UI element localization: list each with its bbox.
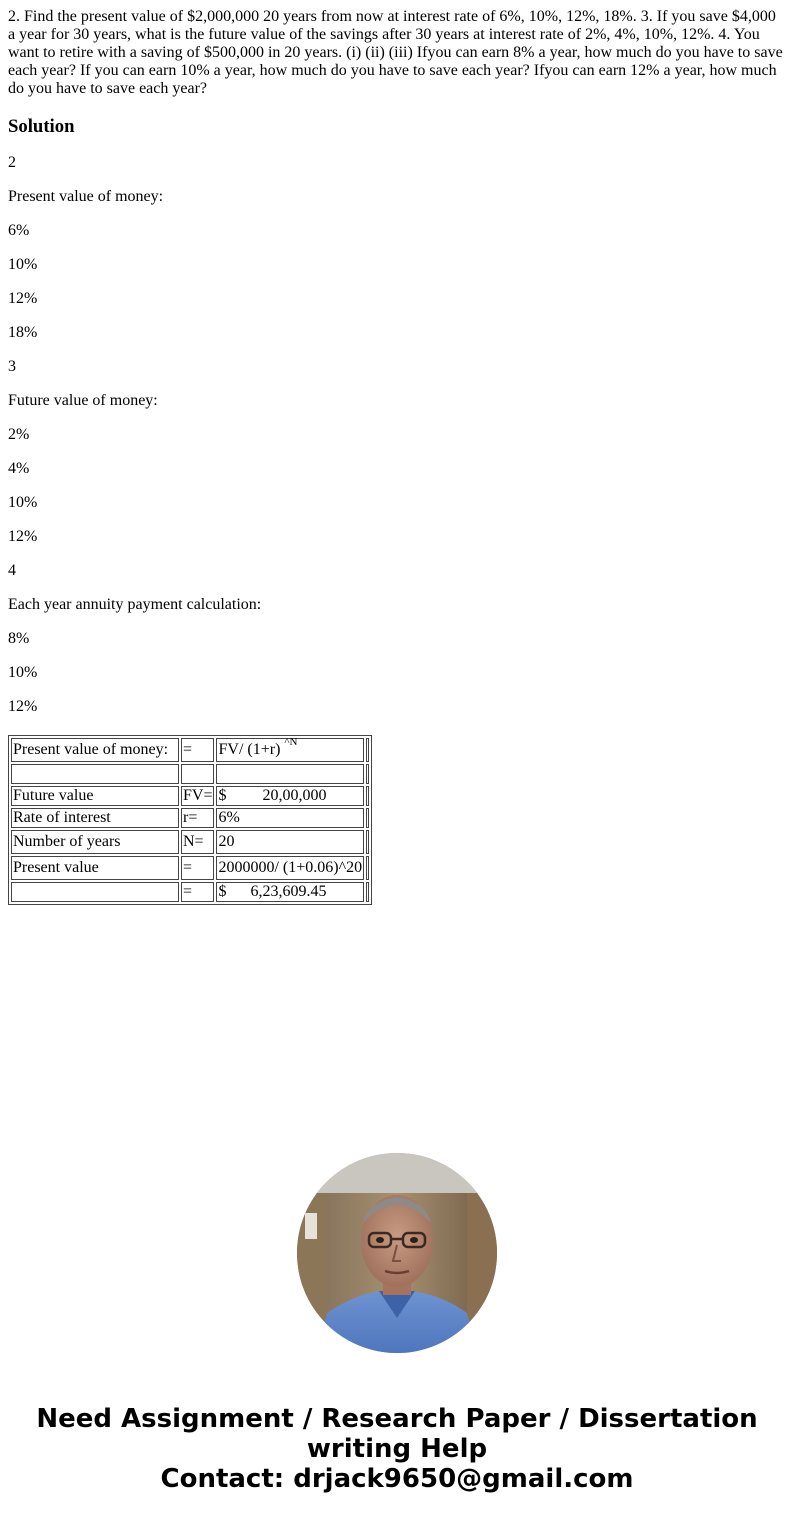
rate-item: 8% bbox=[8, 630, 30, 647]
formula-text: FV/ (1+r) bbox=[218, 741, 285, 758]
table-header-row bbox=[11, 738, 369, 762]
table-row bbox=[11, 786, 369, 806]
rate-item: 12% bbox=[8, 290, 38, 307]
section-number-2: 2 bbox=[8, 154, 16, 171]
table-row bbox=[11, 830, 369, 854]
table-row bbox=[11, 808, 369, 828]
table-cell-label: Present value of money: bbox=[11, 738, 179, 762]
calculation-table bbox=[8, 735, 372, 905]
table-cell-formula bbox=[216, 735, 364, 762]
table-cell-spacer bbox=[11, 764, 179, 784]
table-cell-spacer bbox=[216, 764, 364, 784]
table-cell-value: 2000000/ (1+0.06)^20 bbox=[216, 856, 364, 880]
table-cell-label: Future value bbox=[11, 786, 179, 806]
rate-item: 10% bbox=[8, 664, 38, 681]
author-avatar bbox=[297, 1153, 497, 1353]
table-cell-op: FV= bbox=[183, 787, 213, 804]
table-cell-label: Present value bbox=[11, 856, 179, 880]
table-cell-edge bbox=[366, 786, 369, 806]
table-row bbox=[11, 856, 369, 880]
table-cell-label bbox=[11, 882, 179, 902]
table-cell-label: Rate of interest bbox=[11, 808, 179, 828]
section-number-3: 3 bbox=[8, 358, 16, 375]
table-cell-value: $ 6,23,609.45 bbox=[216, 882, 364, 902]
table-cell-op: = bbox=[181, 856, 214, 880]
table-cell-op: = bbox=[181, 882, 214, 902]
rate-item: 12% bbox=[8, 698, 38, 715]
table-cell-op: N= bbox=[181, 830, 214, 854]
table-cell-value: 6% bbox=[216, 808, 364, 828]
promo-line-1: Need Assignment / Research Paper / Dissertation bbox=[36, 1404, 758, 1434]
avatar-photo bbox=[297, 1153, 497, 1353]
rate-item: 10% bbox=[8, 256, 38, 273]
rate-item: 6% bbox=[8, 222, 30, 239]
table-spacer-row bbox=[11, 764, 369, 784]
table-cell-op: r= bbox=[181, 808, 214, 828]
question-text: 2. Find the present value of $2,000,000 20 years from now at interest rate of 6%, 10%, 12%, 18%. 3. If you save $4,000 a year for 30 years, what is the future value of the savings after 30 years at interest rate of 2%, 4%, 10%, 12%. 4. You want to retire with a saving of $500,000 in 20 years. (i) (ii) (iii) Ifyou can earn 8% a year, how much do you have to save each year? If you can earn 10% a year, how much do you have to save each year? Ifyou can earn 12% a year, how much do you have to save each year? bbox=[8, 8, 783, 97]
table-cell-op: = bbox=[181, 738, 214, 762]
annuity-label: Each year annuity payment calculation: bbox=[8, 596, 262, 613]
solution-heading: Solution bbox=[8, 116, 75, 137]
table-cell-label: Number of years bbox=[11, 830, 179, 854]
pv-label: Present value of money: bbox=[8, 188, 164, 205]
rate-item: 12% bbox=[8, 528, 38, 545]
table-cell-spacer bbox=[181, 764, 214, 784]
section-number-4: 4 bbox=[8, 562, 16, 579]
table-cell-edge bbox=[366, 764, 369, 784]
table-cell-edge bbox=[366, 882, 369, 902]
document-body bbox=[8, 8, 786, 716]
table-cell-value: $ 20,00,000 bbox=[216, 786, 364, 806]
table-cell-edge bbox=[366, 808, 369, 828]
table-cell-value: 20 bbox=[216, 830, 364, 854]
promo-contact: Contact: drjack9650@gmail.com bbox=[160, 1464, 634, 1494]
rate-item: 2% bbox=[8, 426, 30, 443]
table-row bbox=[11, 882, 369, 902]
rate-item: 4% bbox=[8, 460, 30, 477]
table-cell-edge bbox=[366, 830, 369, 854]
fv-label: Future value of money: bbox=[8, 392, 158, 409]
table-cell-edge bbox=[366, 856, 369, 880]
formula-exponent: ^N bbox=[284, 735, 298, 748]
promo-line-2: writing Help bbox=[306, 1434, 488, 1464]
rate-item: 10% bbox=[8, 494, 38, 511]
promo-footer bbox=[0, 1404, 794, 1494]
table-cell-edge bbox=[366, 738, 369, 762]
rate-item: 18% bbox=[8, 324, 38, 341]
